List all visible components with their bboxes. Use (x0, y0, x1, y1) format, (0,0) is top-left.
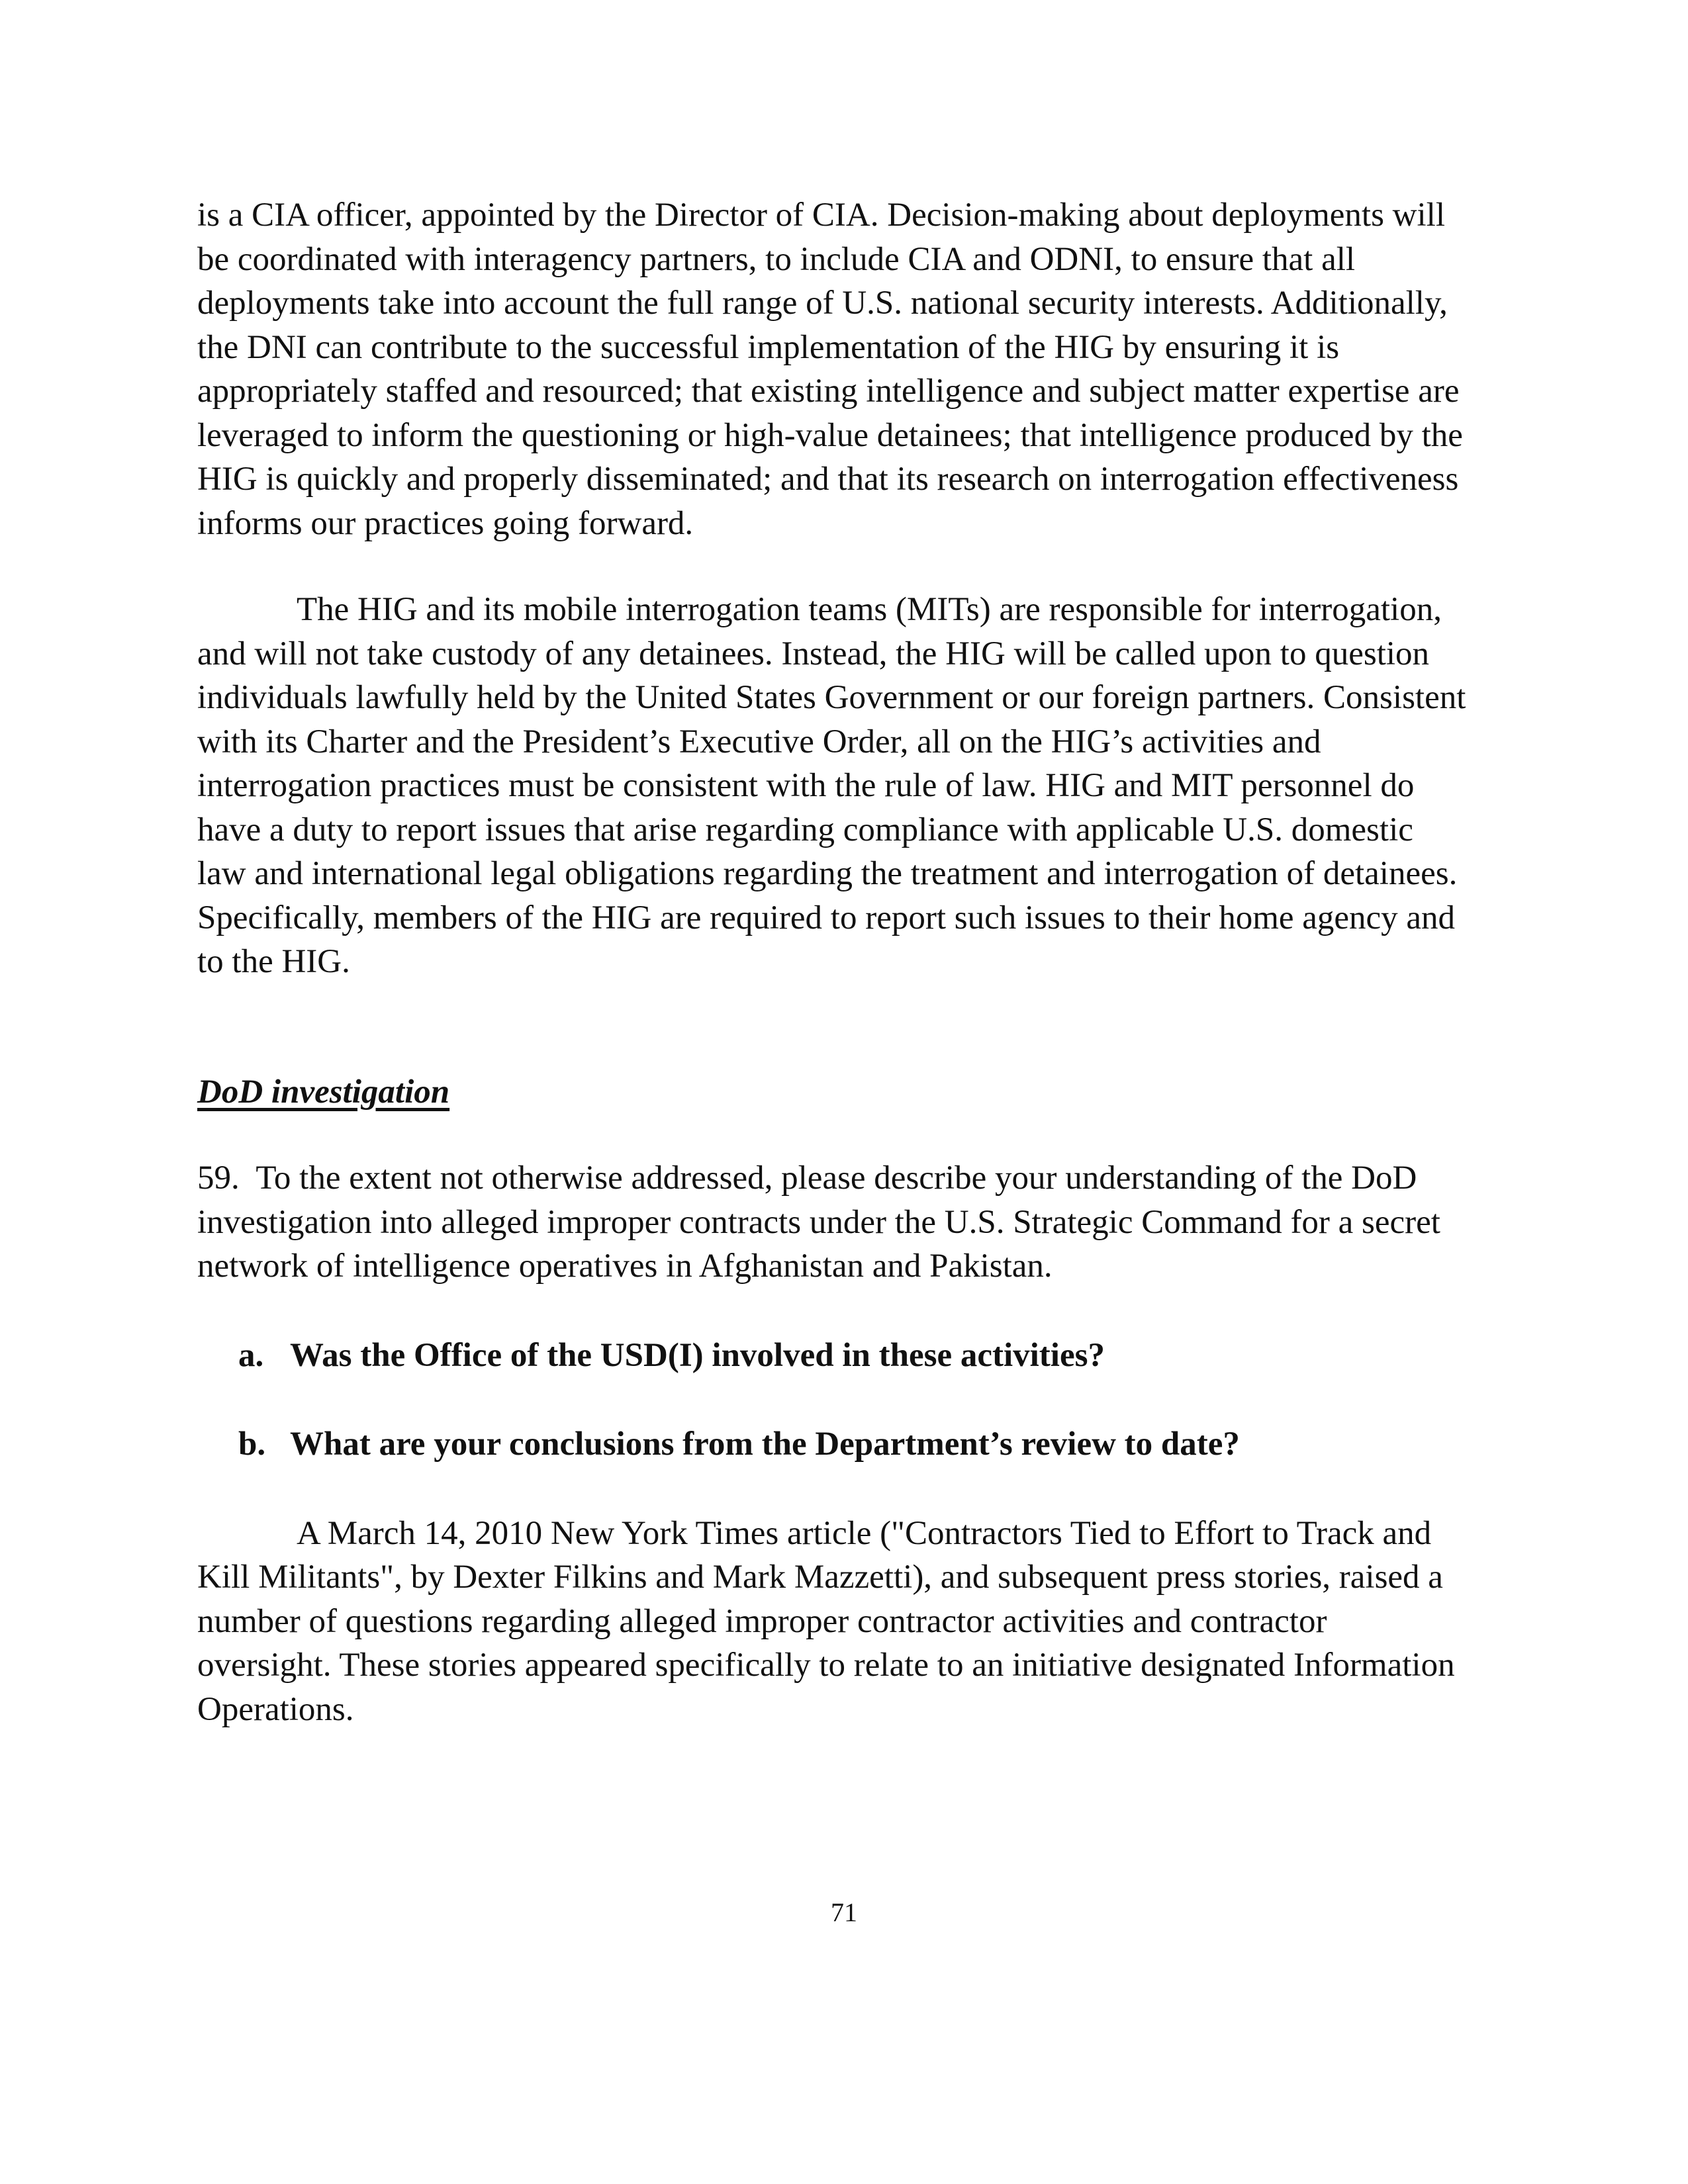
spacer (197, 545, 1468, 588)
sub-question-b (197, 1422, 1468, 1467)
paragraph-hig-mits: The HIG and its mobile interrogation teams (MITs) are responsible for interrogation, and will not take custody of any detainees. Instead, the HIG will be called upon to question individuals lawfully held by the United States Government or our foreign partners. Consistent with its Charter and the President’s Executive Order, all on the HIG’s activities and interrogation practices must be consistent with the rule of law. HIG and MIT personnel do have a duty to report issues that arise regarding compliance with applicable U.S. domestic law and international legal obligations regarding the treatment and interrogation of detainees. Specifically, members of the HIG are required to report such issues to their home agency and to the HIG. (197, 591, 1466, 980)
question-number: 59. (197, 1160, 240, 1197)
spacer (197, 1114, 1468, 1156)
answer-paragraph: A March 14, 2010 New York Times article ("Contractors Tied to Effort to Track and Kill Militants", by Dexter Filkins and Mark Mazzetti), and subsequent press stories, raised a number of questions regarding alleged improper contractor activities and contractor oversight. These stories appeared specifically to relate to an initiative designated Information Operations. (197, 1514, 1455, 1728)
sub-question-text: Was the Office of the USD(I) involved in these activities? (290, 1336, 1105, 1374)
spacer (197, 1467, 1468, 1512)
section-heading-dod-investigation: DoD investigation (197, 1073, 450, 1111)
question-text: To the extent not otherwise addressed, please describe your understanding of the DoD investigation into alleged improper contracts under the U.S. Strategic Command for a secret network of intelligence operatives in Afghanistan and Pakistan. (197, 1160, 1440, 1285)
sub-question-a (197, 1334, 1468, 1378)
sub-question-marker: b. (238, 1426, 266, 1463)
spacer (197, 984, 1468, 1070)
paragraph-hig-leadership: is a CIA officer, appointed by the Director of CIA. Decision-making about deployments will be coordinated with interagency partners, to include CIA and ODNI, to ensure that all deployments take into account the full range of U.S. national security interests. Additionally, the DNI can contribute to the successful implementation of the HIG by ensuring it is appropriately staffed and resourced; that existing intelligence and subject matter expertise are leveraged to inform the questioning or high-value detainees; that intelligence produced by the HIG is quickly and properly disseminated; and that its research on interrogation effectiveness informs our practices going forward. (197, 197, 1463, 542)
question-59 (197, 1156, 1468, 1289)
sub-question-text: What are your conclusions from the Department’s review to date? (290, 1426, 1240, 1463)
spacer (197, 1377, 1468, 1422)
spacer (197, 1289, 1468, 1334)
sub-question-marker: a. (238, 1336, 264, 1374)
page-number: 71 (831, 1897, 857, 1927)
document-page (197, 193, 1468, 1731)
